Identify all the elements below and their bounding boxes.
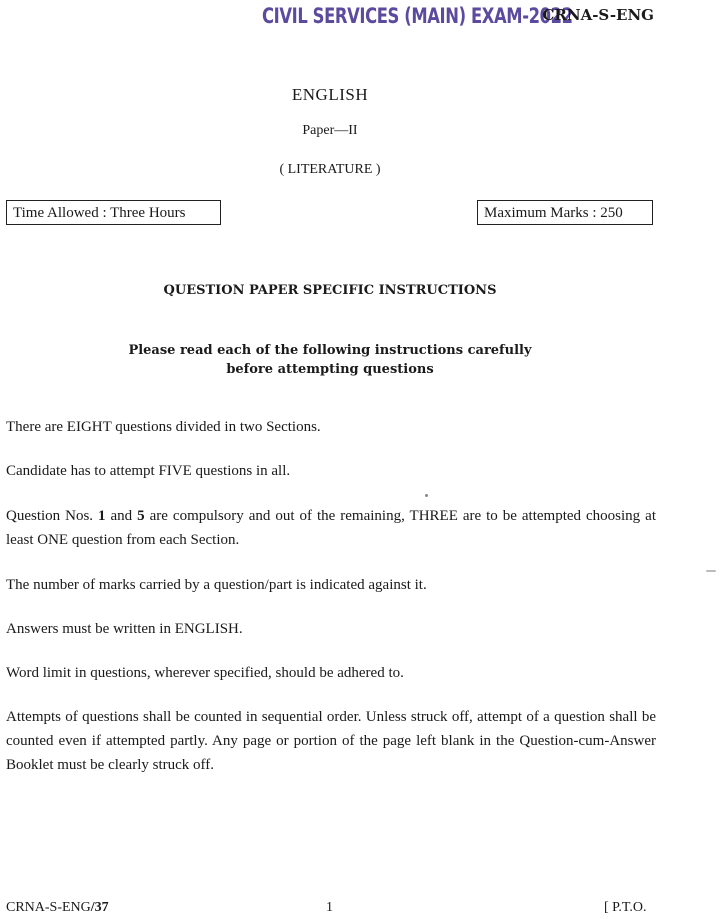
paper-code: CRNA-S-ENG	[542, 6, 654, 24]
footer-pto: [ P.T.O.	[604, 900, 647, 915]
scan-speck	[425, 494, 428, 497]
instruction-item: Candidate has to attempt FIVE questions in all.	[6, 463, 291, 479]
instruction-item: There are EIGHT questions divided in two Sections.	[6, 419, 321, 435]
instruction-item: Word limit in questions, wherever specified, should be adhered to.	[6, 665, 404, 681]
instructions-heading: QUESTION PAPER SPECIFIC INSTRUCTIONS	[163, 283, 497, 298]
instructions-subheading	[0, 341, 660, 379]
paper-number: Paper—II	[302, 123, 358, 138]
subject-title: ENGLISH	[291, 85, 369, 104]
scan-speck	[706, 570, 716, 572]
time-allowed-box: Time Allowed : Three Hours	[6, 200, 221, 225]
paper-section: ( LITERATURE )	[279, 162, 381, 177]
maximum-marks-box: Maximum Marks : 250	[477, 200, 653, 225]
subheading-line-2: before attempting questions	[226, 362, 434, 377]
instruction-item: Attempts of questions shall be counted in sequential order. Unless struck off, attempt of a question shall be counted even if attempted partly. Any page or portion of the page left blank in the Question-cum-Answer Booklet must be clearly struck off.	[6, 709, 656, 773]
instruction-item: The number of marks carried by a question/part is indicated against it.	[6, 577, 427, 593]
footer-page-number: 1	[326, 900, 333, 915]
subheading-line-1: Please read each of the following instructions carefully	[128, 343, 532, 358]
footer-paper-code: CRNA-S-ENG/37	[6, 900, 109, 915]
instruction-item: Answers must be written in ENGLISH.	[6, 621, 243, 637]
exam-stamp: CIVIL SERVICES (MAIN) EXAM-2022	[262, 4, 573, 28]
instruction-item: Question Nos. 1 and 5 are compulsory and out of the remaining, THREE are to be attempted choosing at least ONE question from each Section.	[6, 508, 656, 548]
